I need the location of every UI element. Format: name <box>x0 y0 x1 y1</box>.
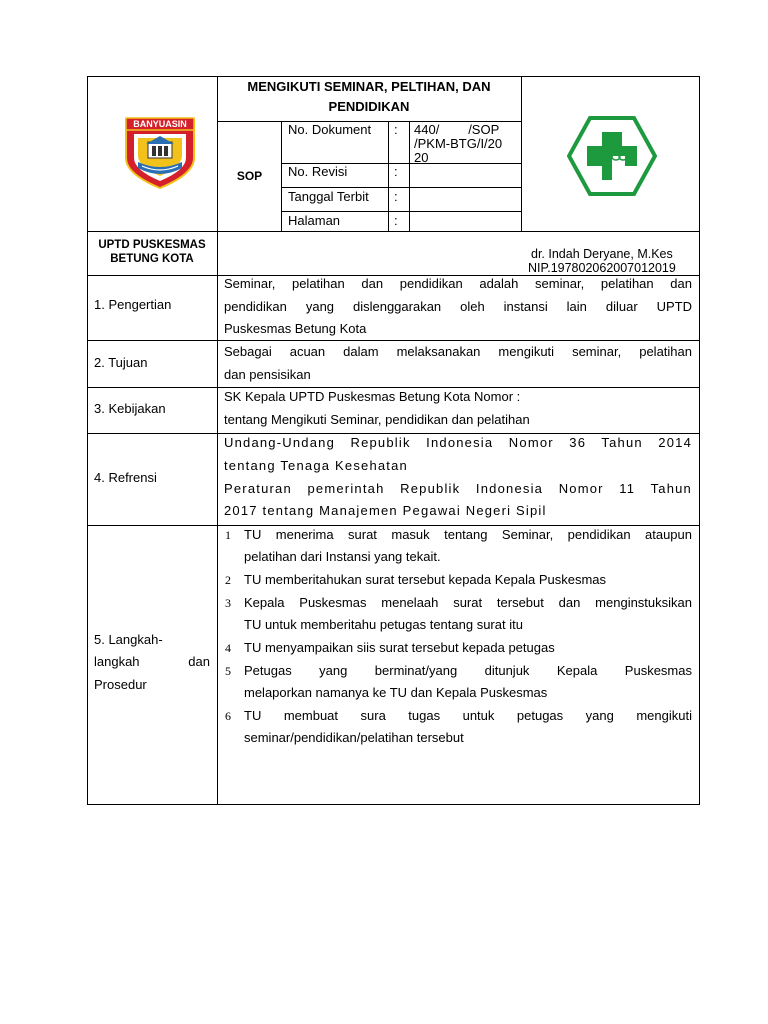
logo-text: BANYUASIN <box>133 119 187 129</box>
sop-label: SOP <box>236 169 263 183</box>
label-divider <box>388 121 389 232</box>
document-title-line1: MENGIKUTI SEMINAR, PELTIHAN, DAN <box>247 79 491 94</box>
section-text-line: 2017 tentang Manajemen Pegawai Negeri Sipil <box>224 503 547 518</box>
banyuasin-logo <box>122 114 198 190</box>
section-row-line <box>87 340 700 341</box>
step-text-line: TU menerima surat masuk tentang Seminar, pendidikan ataupun <box>244 527 692 542</box>
step-text-line: Kepala Puskesmas menelaah surat tersebut dan menginstuksikan <box>244 595 692 610</box>
section-text-line: Peraturan pemerintah Republik Indonesia Nomor 11 Tahun <box>224 481 692 496</box>
signer-name: dr. Indah Deryane, M.Kes <box>531 247 673 261</box>
field-value-no-dokument: 20 <box>414 150 429 165</box>
signer-nip: NIP.197802062007012019 <box>528 261 676 275</box>
step-text-line: TU memberitahukan surat tersebut kepada Kepala Puskesmas <box>244 572 607 587</box>
section-text-line: Puskesmas Betung Kota <box>224 321 367 336</box>
section-row-line <box>87 433 700 434</box>
section-text-line: pendidikan yang dislenggarakan oleh instansi lain diluar UPTD <box>224 299 692 314</box>
sop-divider <box>281 121 282 232</box>
header-right-divider <box>521 76 522 232</box>
section-row-line <box>87 387 700 388</box>
step-number: 3 <box>225 596 231 610</box>
step-text-line: Petugas yang berminat/yang ditunjuk Kepala Puskesmas <box>244 663 692 678</box>
step-text-line: TU untuk memberitahu petugas tentang surat itu <box>244 617 523 632</box>
step-text-line: TU membuat sura tugas untuk petugas yang mengikuti <box>244 708 692 723</box>
step-text-line: TU menyampaikan siis surat tersebut kepada petugas <box>244 640 555 655</box>
puskesmas-logo <box>567 116 657 196</box>
org-name-line1: UPTD PUSKESMAS <box>98 239 206 251</box>
field-label-halaman: Halaman <box>288 213 341 228</box>
field-label-no-revisi: No. Revisi <box>288 164 348 179</box>
table-border-bottom <box>87 804 700 805</box>
step-number: 4 <box>225 641 231 655</box>
field-row-line <box>281 211 521 212</box>
section-text-line: Seminar, pelatihan dan pendidikan adalah seminar, pelatihan dan <box>224 276 692 291</box>
colon-divider <box>409 121 410 232</box>
section-label-refrensi: 4. Refrensi <box>94 470 157 485</box>
step-number: 1 <box>225 528 231 542</box>
section-label-tujuan: 2. Tujuan <box>94 355 148 370</box>
section-label-prosedur: langkah dan <box>94 654 210 669</box>
field-colon: : <box>394 164 398 179</box>
table-border-right <box>699 76 700 805</box>
field-value-no-dokument: 440/ /SOP <box>414 122 500 137</box>
field-label-tanggal-terbit: Tanggal Terbit <box>288 189 369 204</box>
step-number: 2 <box>225 573 231 587</box>
header-bottom-line <box>87 231 700 232</box>
section-text-line: tentang Mengikuti Seminar, pendidikan dan pelatihan <box>224 412 530 427</box>
step-text-line: melaporkan namanya ke TU dan Kepala Puskesmas <box>244 685 548 700</box>
section-label-pengertian: 1. Pengertian <box>94 297 172 312</box>
column-divider <box>217 76 218 805</box>
step-text-line: pelatihan dari Instansi yang tekait. <box>244 549 441 564</box>
document-title-line2: PENDIDIKAN <box>328 99 410 114</box>
table-border-top <box>87 76 700 77</box>
step-number: 6 <box>225 709 231 723</box>
field-value-no-dokument: /PKM-BTG/I/20 <box>414 136 503 151</box>
table-border-left <box>87 76 88 805</box>
org-name-line2: BETUNG KOTA <box>110 253 194 265</box>
field-colon: : <box>394 122 398 137</box>
section-label-kebijakan: 3. Kebijakan <box>94 401 166 416</box>
section-text-line: Undang-Undang Republik Indonesia Nomor 36 Tahun 2014 <box>224 435 692 450</box>
step-number: 5 <box>225 664 231 678</box>
section-text-line: Sebagai acuan dalam melaksanakan mengikuti seminar, pelatihan <box>224 344 692 359</box>
field-label-no-dokument: No. Dokument <box>288 122 372 137</box>
section-row-line <box>87 525 700 526</box>
section-text-line: tentang Tenaga Kesehatan <box>224 458 408 473</box>
step-text-line: seminar/pendidikan/pelatihan tersebut <box>244 730 464 745</box>
section-label-prosedur: Prosedur <box>94 677 147 692</box>
section-text-line: SK Kepala UPTD Puskesmas Betung Kota Nomor : <box>224 389 521 404</box>
field-row-line <box>281 187 521 188</box>
section-label-prosedur: 5. Langkah- <box>94 632 163 647</box>
section-text-line: dan pensisikan <box>224 367 311 382</box>
field-colon: : <box>394 189 398 204</box>
field-colon: : <box>394 213 398 228</box>
